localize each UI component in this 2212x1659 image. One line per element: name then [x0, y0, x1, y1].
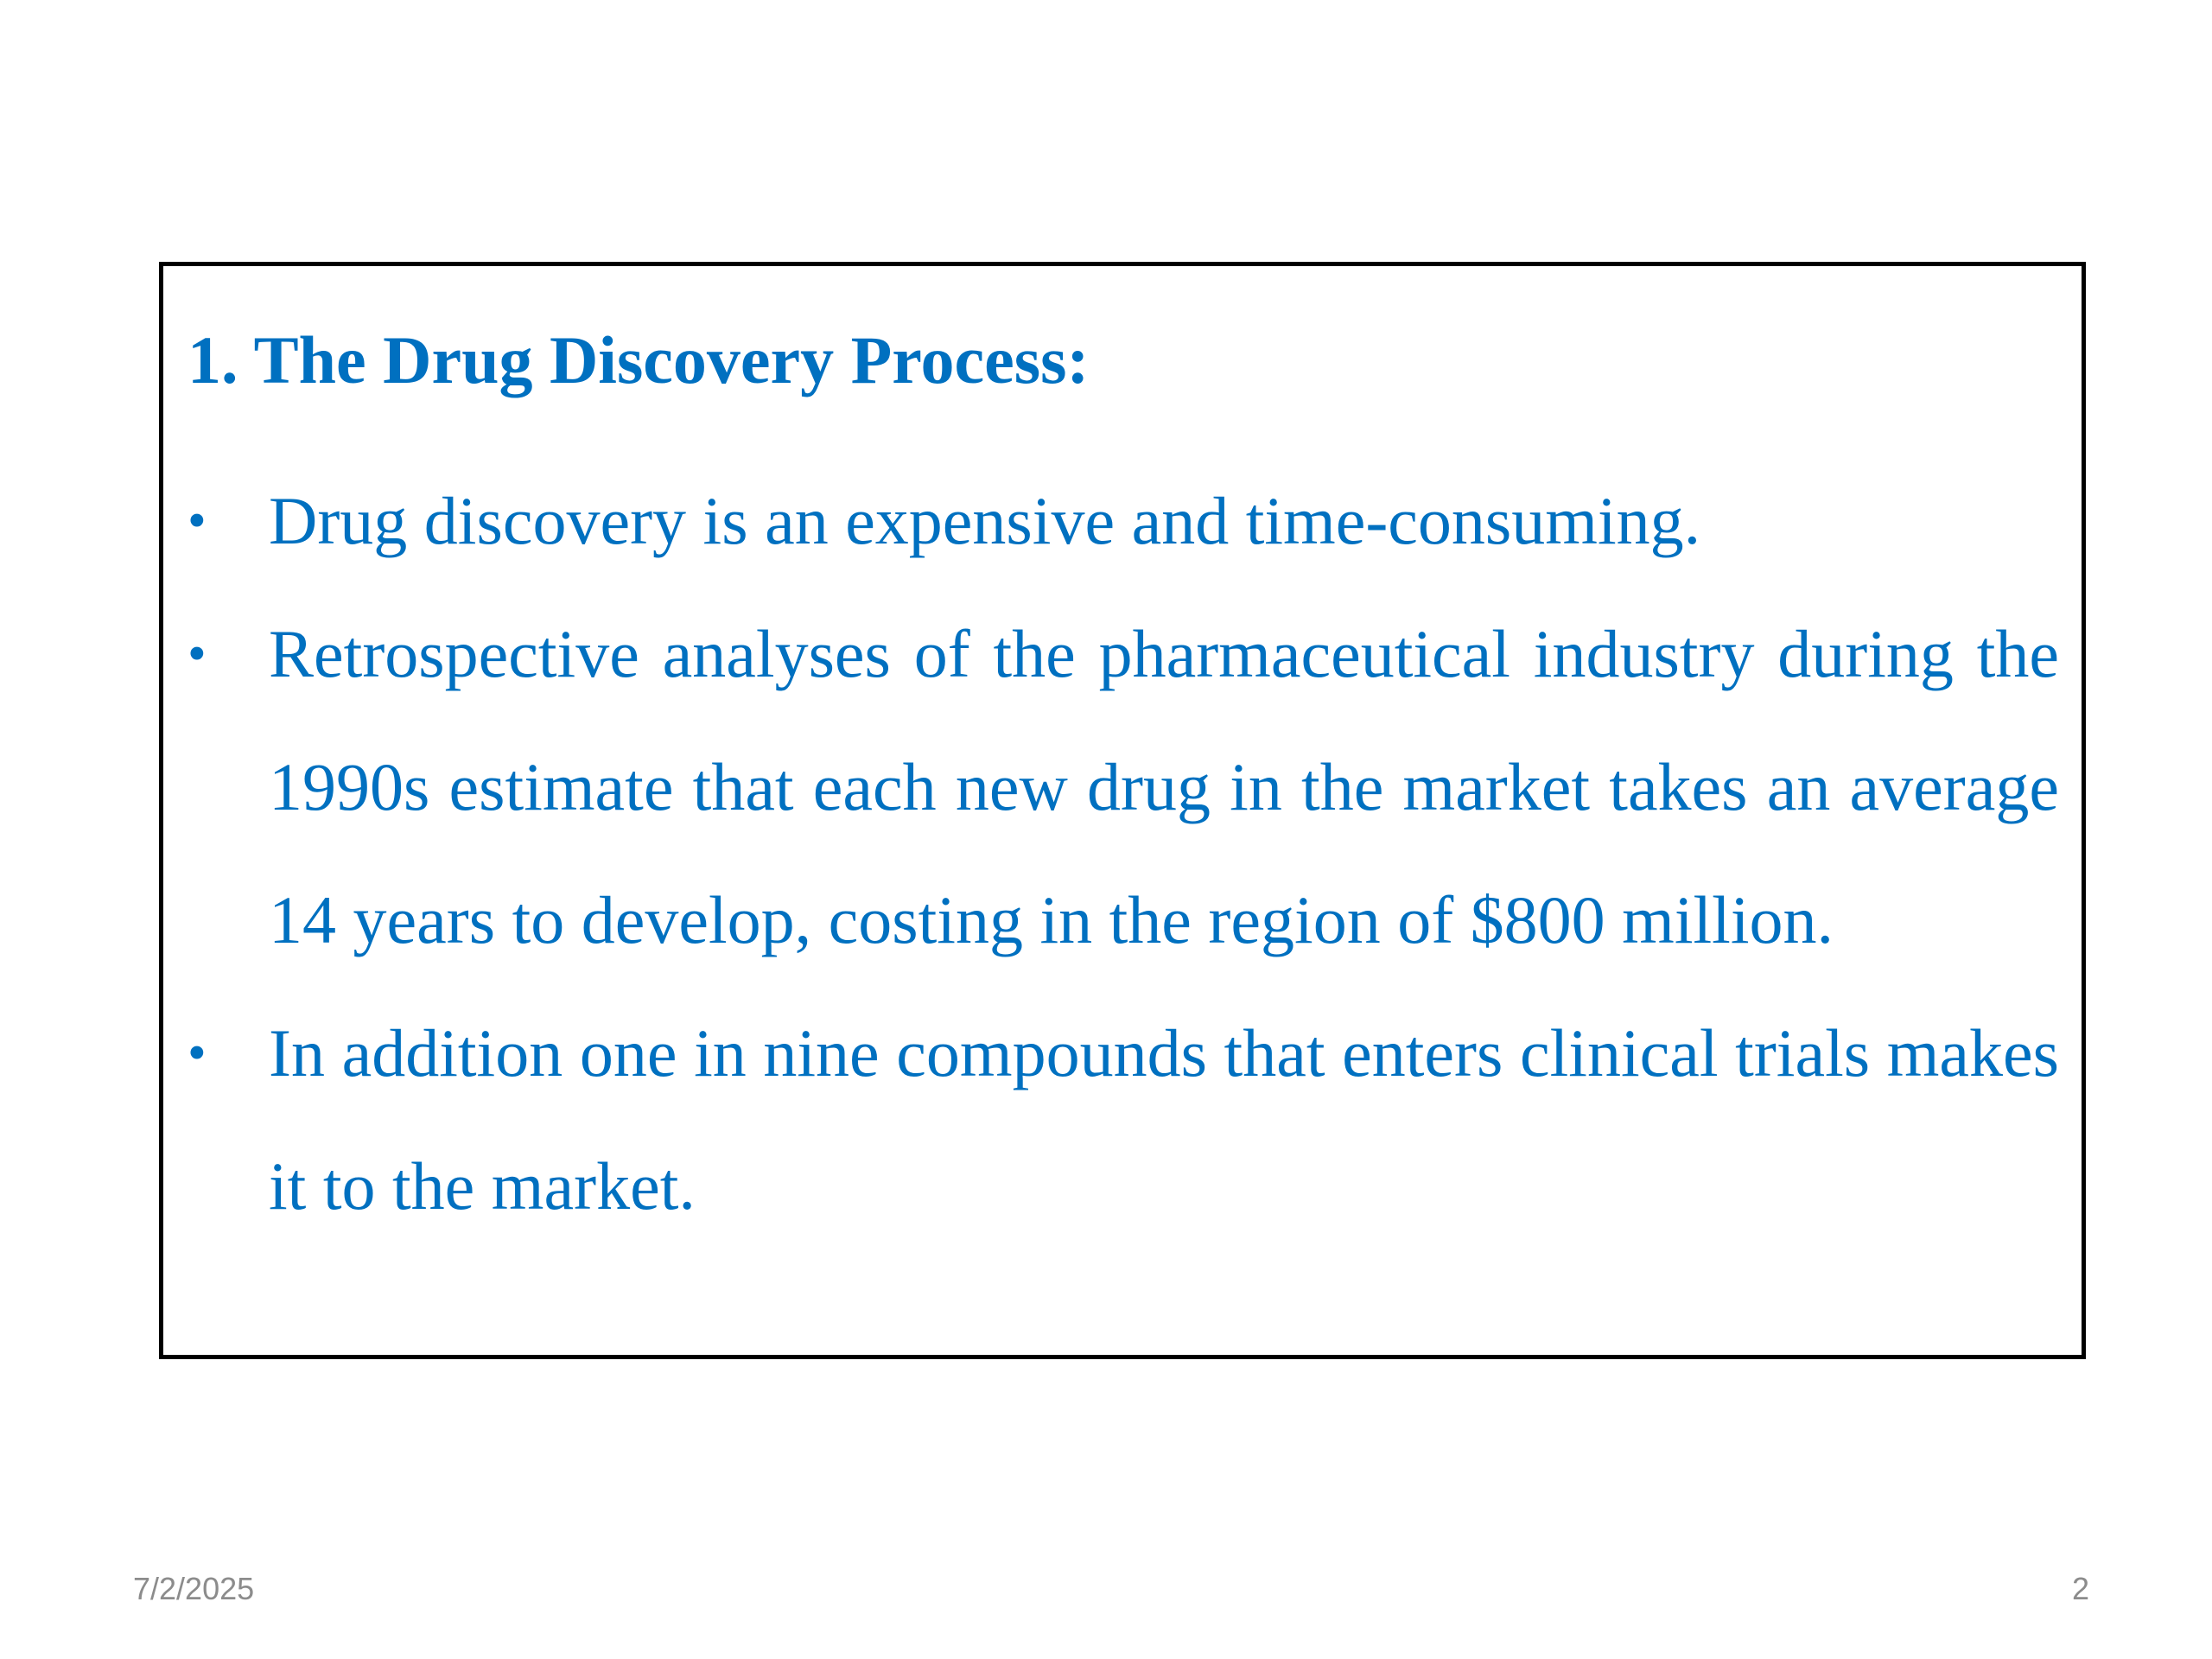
bullet-marker: • — [188, 492, 207, 550]
bullet-marker: • — [188, 625, 207, 683]
bullet-item-2 — [188, 588, 2059, 987]
bullet-item-3 — [188, 987, 2059, 1253]
bullet-marker: • — [188, 1024, 207, 1083]
bullet-list — [188, 454, 2059, 1253]
footer-page-number: 2 — [2071, 1571, 2089, 1606]
bullet-item-1 — [188, 454, 2059, 588]
bullet-text-3: In addition one in nine compounds that enters clinical trials makes it to the market. — [269, 1015, 2059, 1224]
bullet-text-2: Retrospective analyses of the pharmaceutical industry during the 1990s estimate that each new drug in the market takes an average 14 years to develop, costing in the region of $800 million. — [269, 616, 2059, 957]
content-box — [159, 262, 2086, 1359]
bullet-text-1: Drug discovery is an expensive and time-consuming. — [269, 483, 1701, 558]
footer-date: 7/2/2025 — [133, 1571, 255, 1606]
slide-heading: 1. The Drug Discovery Process: — [188, 322, 1090, 397]
